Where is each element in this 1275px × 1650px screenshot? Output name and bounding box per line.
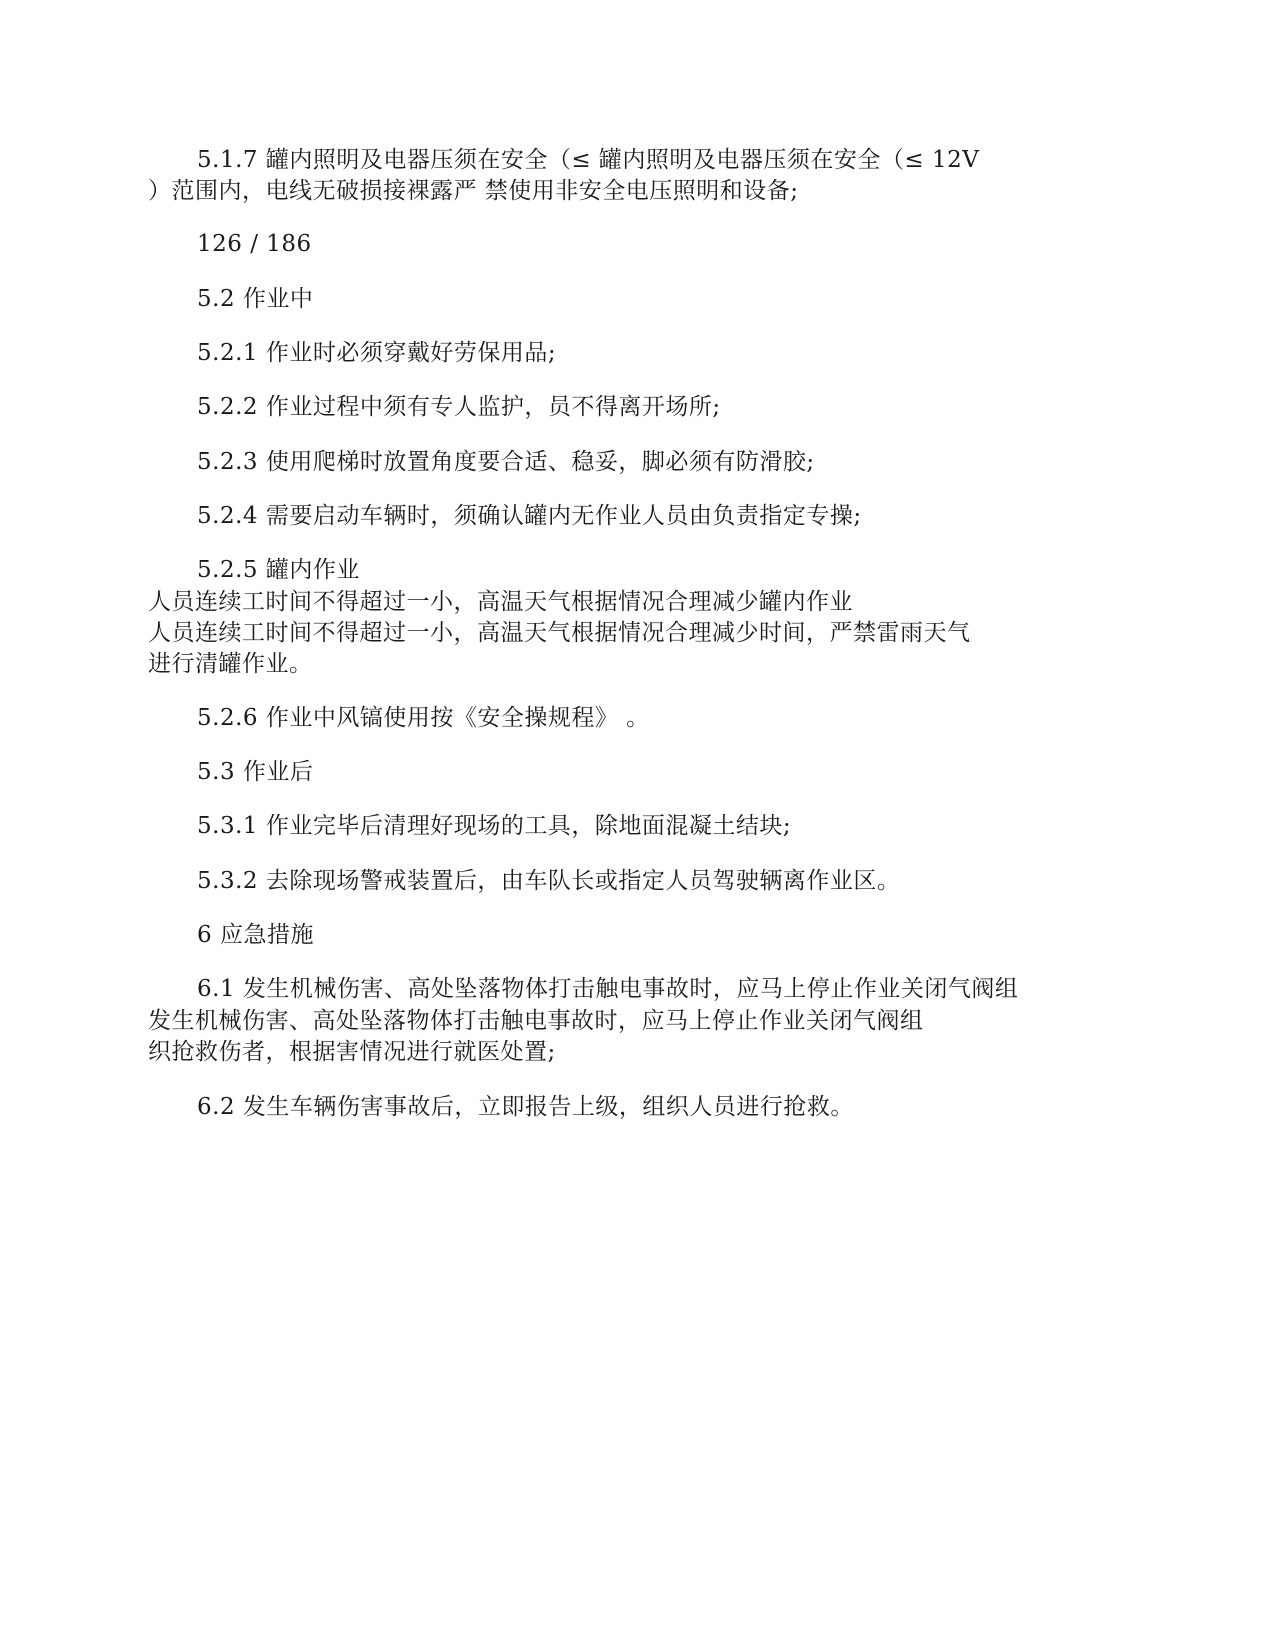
clause-5-1-7-line-2: ）范围内，电线无破损接裸露严 禁使用非安全电压照明和设备; [148,178,799,204]
clause-5-2-5-line-1: 5.2.5 罐内作业 [197,557,360,583]
clause-5-2-5-line-4: 进行清罐作业。 [148,651,313,677]
clause-5-1-7-line-1: 5.1.7 罐内照明及电器压须在安全（≤ 罐内照明及电器压须在安全（≤ 12V [197,147,980,173]
section-5-3-heading: 5.3 作业后 [197,759,314,785]
clause-5-2-5-line-3: 人员连续工时间不得超过一小，高温天气根据情况合理减少时间，严禁雷雨天气 [148,620,971,646]
section-6-heading: 6 应急措施 [197,922,314,948]
clause-6-1-line-2: 发生机械伤害、高处坠落物体打击触电事故时，应马上停止作业关闭气阀组 [148,1008,924,1034]
clause-5-3-1: 5.3.1 作业完毕后清理好现场的工具，除地面混凝土结块; [197,813,792,839]
clause-5-2-2: 5.2.2 作业过程中须有专人监护，员不得离开场所; [197,394,721,420]
clause-6-2: 6.2 发生车辆伤害事故后，立即报告上级，组织人员进行抢救。 [197,1094,854,1120]
clause-5-2-4: 5.2.4 需要启动车辆时，须确认罐内无作业人员由负责指定专操; [197,503,862,529]
clause-6-1-line-1: 6.1 发生机械伤害、高处坠落物体打击触电事故时，应马上停止作业关闭气阀组 [197,976,1019,1002]
clause-6-1-line-3: 织抢救伤者，根据害情况进行就医处置; [148,1039,556,1065]
page-number: 126 / 186 [197,231,312,257]
clause-5-2-6: 5.2.6 作业中风镐使用按《安全操规程》 。 [197,705,650,731]
clause-5-2-1: 5.2.1 作业时必须穿戴好劳保用品; [197,340,557,366]
clause-5-3-2: 5.3.2 去除现场警戒装置后，由车队长或指定人员驾驶辆离作业区。 [197,868,901,894]
section-5-2-heading: 5.2 作业中 [197,286,314,312]
clause-5-2-5-line-2: 人员连续工时间不得超过一小，高温天气根据情况合理减少罐内作业 [148,589,853,615]
clause-5-2-3: 5.2.3 使用爬梯时放置角度要合适、稳妥，脚必须有防滑胶; [197,449,815,475]
